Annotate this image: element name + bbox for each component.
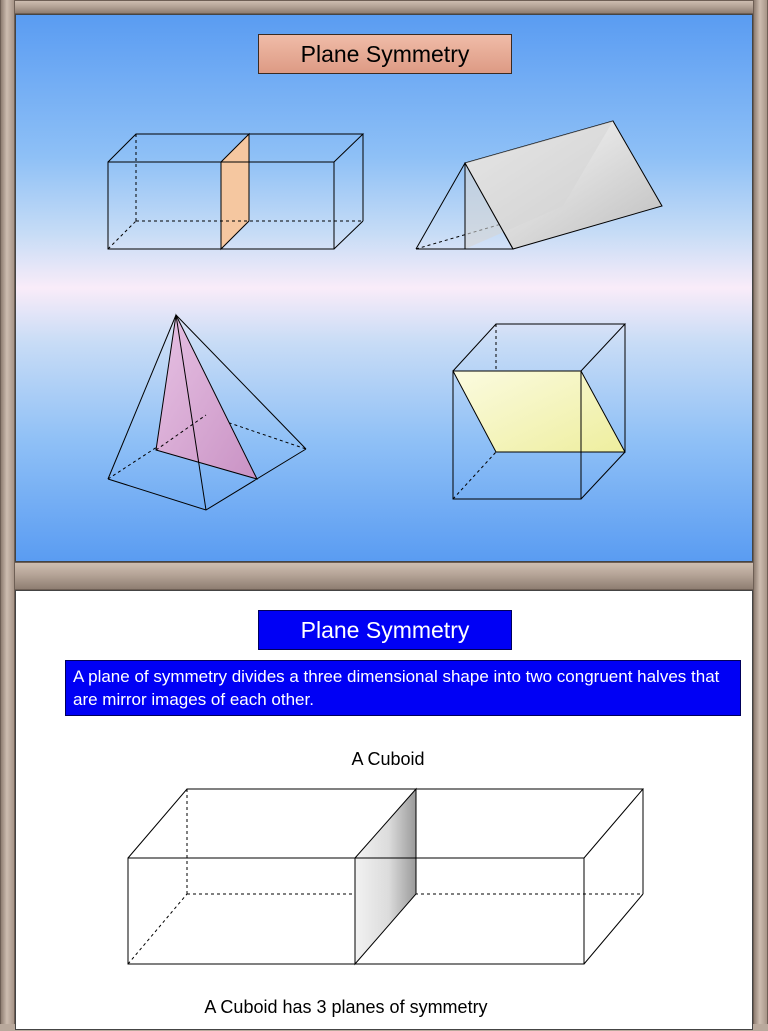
large-cuboid-symmetry-plane	[355, 789, 416, 964]
frame-top-bar	[0, 0, 768, 14]
cube-symmetry-plane	[453, 371, 625, 452]
cube-shape	[453, 324, 625, 499]
square-pyramid-shape	[108, 315, 306, 510]
frame-middle-bar	[0, 562, 768, 590]
triangular-prism-shape	[416, 121, 662, 249]
cuboid-symmetry-plane	[221, 134, 249, 249]
shapes-illustration	[16, 15, 754, 563]
cuboid-illustration	[16, 591, 754, 1031]
definition-text: A plane of symmetry divides a three dimensional shape into two congruent halves that are mirror images of each other.	[65, 660, 741, 716]
cuboid-label: A Cuboid	[351, 749, 425, 769]
frame-right-side	[753, 0, 768, 1024]
slide1-title: Plane Symmetry	[258, 34, 512, 74]
pyramid-symmetry-plane	[156, 315, 257, 479]
slide-plane-symmetry-examples	[15, 14, 753, 562]
slide-plane-symmetry-definition	[15, 590, 753, 1030]
large-cuboid-shape	[128, 789, 643, 964]
slide2-title: Plane Symmetry	[258, 610, 512, 650]
planes-caption: A Cuboid has 3 planes of symmetry	[204, 997, 488, 1017]
cuboid-shape	[108, 134, 363, 249]
frame-left-side	[0, 0, 15, 1024]
